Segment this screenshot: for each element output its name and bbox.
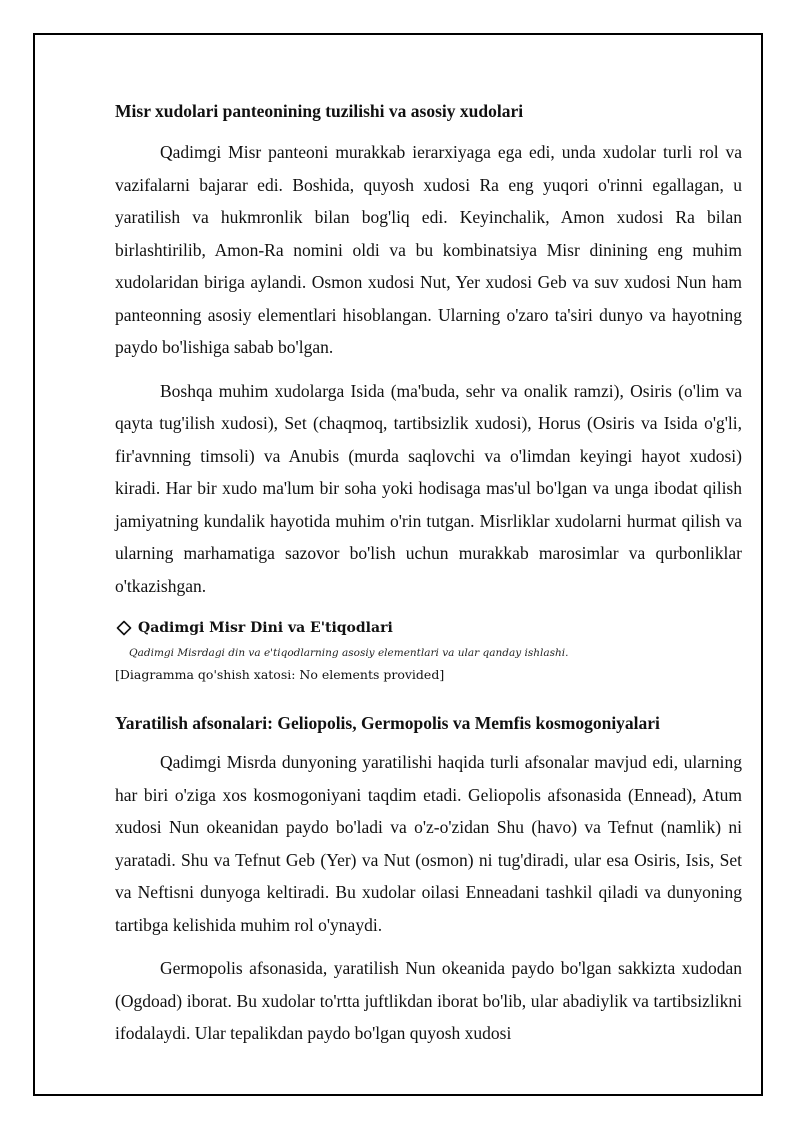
diagram-error-message: [Diagramma qo'shish xatosi: No elements provided] [115, 667, 445, 682]
paragraph: Germopolis afsonasida, yaratilish Nun okeanida paydo bo'lgan sakkizta xudodan (Ogdoad) iborat. Bu xudolar to'rtta juftlikdan iborat bo'lib, ular abadiylik va tartibsizlikni ifodalaydi. Ular tepalikdan paydo bo'lgan quyosh xudosi [115, 958, 742, 1043]
paragraph: Boshqa muhim xudolarga Isida (ma'buda, sehr va onalik ramzi), Osiris (o'lim va qayta tug'ilish xudosi), Set (chaqmoq, tartibsizlik xudosi), Horus (Osiris va Isida o'g'li, fir'avnning timsoli) va Anubis (murda saqlovchi va o'limdan keyingi hayot xudosi) kiradi. Har bir xudo ma'lum bir soha yoki hodisaga mas'ul bo'lgan va unga ibodat qilish jamiyatning kundalik hayotida muhim o'rin tutgan. Misrliklar xudolarni hurmat qilish va ularning marhamatiga sazovor bo'lish uchun murakkab marosimlar va qurbonliklar o'tkazishgan. [115, 380, 742, 596]
paragraph: Qadimgi Misr panteoni murakkab ierarxiyaga ega edi, unda xudolar turli rol va vazifalarni bajarar edi. Boshida, quyosh xudosi Ra eng yuqori o'rinni egallagan, u yaratilish va hukmronlik bilan bog'liq edi. Keyinchalik, Amon xudosi Ra bilan birlashtirilib, Amon-Ra nomini oldi va bu kombinatsiya Misr dinining eng muhim xudolaridan biriga aylandi. Osmon xudosi Nut, Yer xudosi Geb va suv xudosi Nun ham panteonning asosiy elementlari hisoblangan. Ularning o'zaro ta'siri dunyo va hayotning paydo bo'lishiga sabab bo'lgan. [115, 142, 742, 357]
paragraph: Qadimgi Misrda dunyoning yaratilishi haqida turli afsonalar mavjud edi, ularning har biri o'ziga xos kosmogoniyani taqdim etadi. Geliopolis afsonasida (Ennead), Atum xudosi Nun okeanidan paydo bo'ladi va o'z-o'zidan Shu (havo) va Tefnut (namlik) ni yaratadi. Shu va Tefnut Geb (Yer) va Nut (osmon) ni tug'diradi, ular esa Osiris, Isis, Set va Neftisni dunyoga keltiradi. Bu xudolar oilasi Enneadani tashkil qiladi va dunyoning tartibga kelishida muhim rol o'ynaydi. [115, 752, 742, 935]
diamond-outline-icon [116, 620, 132, 636]
diagram-subtitle: Qadimgi Misrdagi din va e'tiqodlarning asosiy elementlari va ular qanday ishlashi. [129, 647, 569, 659]
diagram-title [115, 618, 742, 638]
document-body [115, 98, 742, 1050]
section-heading: Yaratilish afsonalari: Geliopolis, Germopolis va Memfis kosmogoniyalari [115, 713, 660, 733]
section-heading: Misr xudolari panteonining tuzilishi va asosiy xudolari [115, 101, 524, 121]
diagram-title-text: Qadimgi Misr Dini va E'tiqodlari [138, 620, 393, 636]
